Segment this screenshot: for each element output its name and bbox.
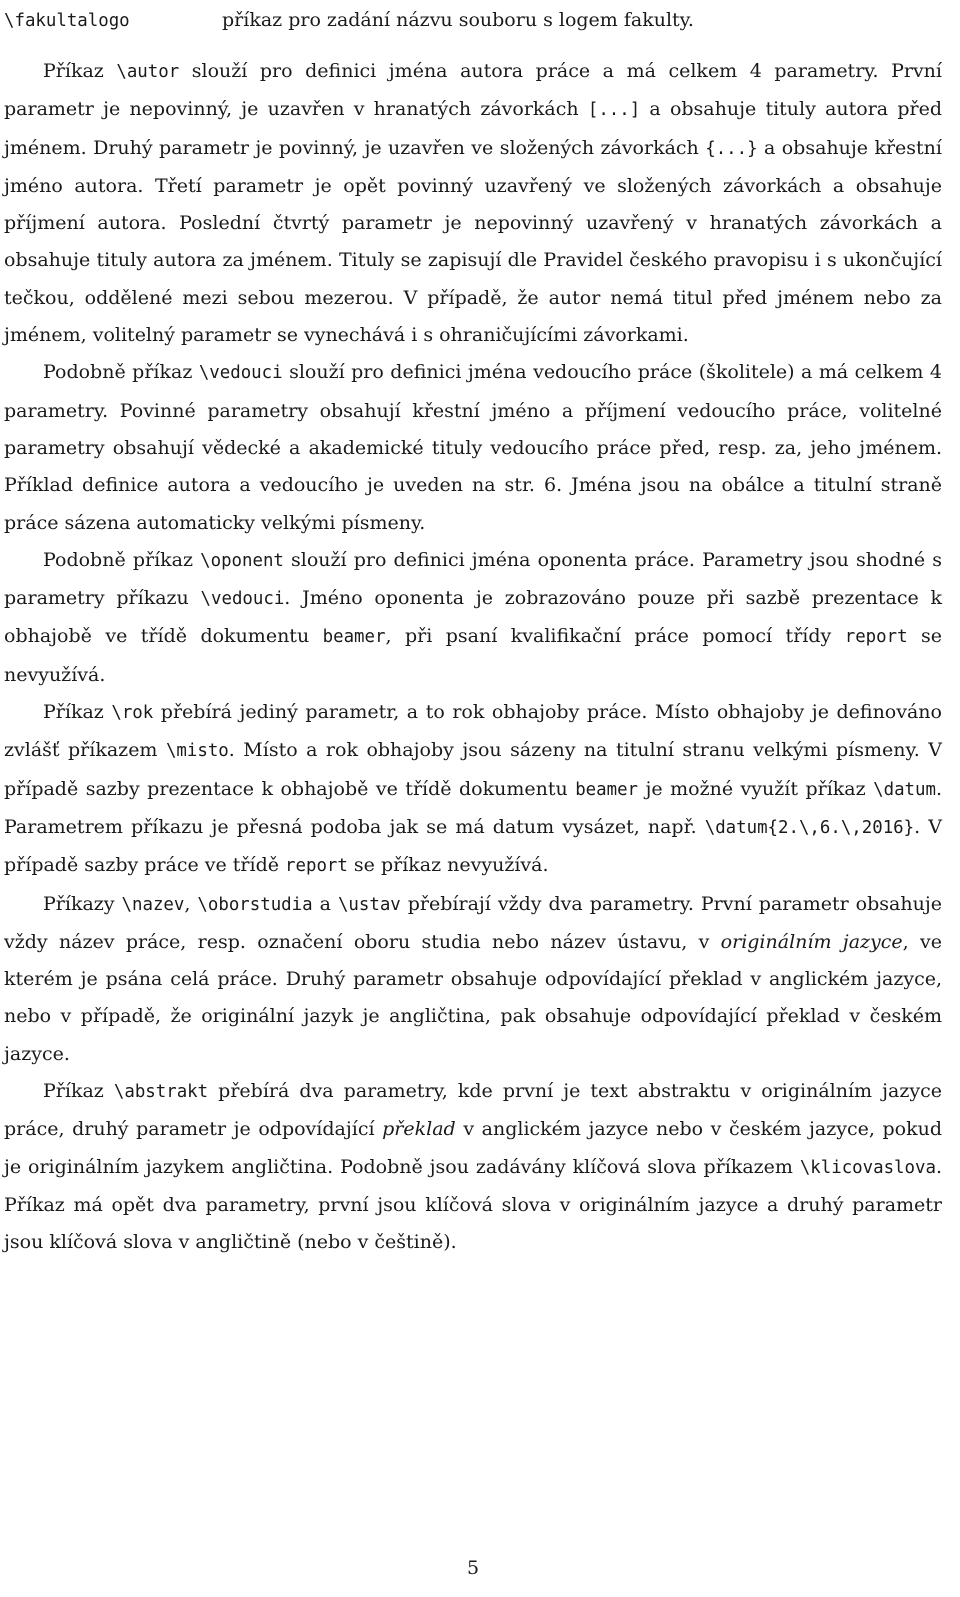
inline-code: {...}	[705, 138, 758, 159]
text-run: Příkazy	[43, 892, 122, 915]
text-run: . Příkaz má opět dva parametry, první jsou klíčová slova v originálním jazyce a druhý parametr jsou klíčová slova v angličtině (nebo v češtině).	[4, 1155, 942, 1254]
text-run: slouží pro definici jména oponenta práce. Parametry jsou shodné s parametry příkazu	[4, 548, 942, 610]
inline-code: \klicovaslova	[799, 1157, 936, 1178]
text-run: se příkaz nevyužívá.	[347, 854, 549, 877]
inline-code: beamer	[322, 627, 386, 648]
text-run: . Parametrem příkazu je přesná podoba jak se má datum vysázet, např.	[4, 777, 942, 838]
emphasis: překlad	[382, 1118, 456, 1141]
inline-code: report	[844, 627, 908, 648]
paragraph-oponent	[4, 542, 942, 694]
command-entry-fakultalogo	[4, 0, 942, 40]
inline-code: \vedouci	[200, 589, 285, 610]
paragraph-abstrakt	[4, 1073, 942, 1261]
text-run: Podobně příkaz	[43, 361, 199, 384]
paragraph-vedouci	[4, 354, 942, 541]
text-run: přebírá jediný parametr, a to rok obhajoby práce. Místo obhajoby je definováno zvlášť příkazem	[4, 701, 942, 762]
inline-code: \misto	[165, 741, 229, 762]
inline-code: report	[285, 856, 348, 877]
text-run: ,	[184, 892, 198, 915]
text-run: přebírají vždy dva parametry. První parametr obsahuje vždy název práce, resp. označení oboru studia nebo název ústavu, v	[4, 892, 942, 953]
inline-code: \nazev	[121, 894, 185, 915]
text-run: . Místo a rok obhajoby jsou sázeny na titulní stranu velkými písmeny. V případě sazby prezentace k obhajobě ve třídě dokumentu	[4, 739, 942, 800]
text-run: , ve kterém je psána celá práce. Druhý parametr obsahuje odpovídající překlad v anglickém jazyce, nebo v případě, že originální jazyk je angličtina, pak obsahuje odpovídající překlad v českém jazyce.	[4, 930, 943, 1065]
emphasis: originálním jazyce	[720, 930, 903, 953]
inline-code: \oponent	[200, 550, 284, 571]
text-run: Příkaz	[43, 1080, 114, 1103]
text-run: je možné využít příkaz	[638, 777, 874, 800]
text-run: slouží pro definici jména vedoucího práce (školitele) a má celkem 4 parametry. Povinné parametry obsahují křestní jméno a příjmení vedoucího práce, volitelné parametry obsahují vědecké a akademické tituly vedoucího práce před, resp. za, jeho jménem. Příklad definice autora a vedoucího je uveden na str. 6. Jména jsou na obálce a titulní straně práce sázena automaticky velkými písmeny.	[4, 361, 942, 534]
body-text	[4, 53, 942, 1262]
text-run: Příkaz	[43, 60, 117, 82]
paragraph-rok	[4, 694, 942, 885]
text-run: . V případě sazby práce ve třídě	[4, 815, 942, 877]
text-run: a obsahuje křestní jméno autora. Třetí parametr je opět povinný uzavřený ve složených závorkách a obsahuje příjmení autora. Poslední čtvrtý parametr je nepovinný uzavřený v hranatých závorkách a obsahuje tituly autora za jménem. Tituly se zapisují dle Pravidel českého pravopisu i s ukončující tečkou, oddělené mezi sebou mezerou. V případě, že autor nemá titul před jménem nebo za jménem, volitelný parametr se vynechává i s ohraničujícími závorkami.	[4, 136, 942, 347]
inline-code: \autor	[116, 62, 180, 82]
text-run: a	[312, 892, 338, 915]
text-run: a obsahuje tituly autora před jménem. Druhý parametr je povinný, je uzavřen ve složených závorkách	[4, 98, 942, 159]
paragraph-nazev	[4, 886, 942, 1073]
inline-code: \datum{2.\,6.\,2016}	[704, 817, 915, 838]
text-run: . Jméno oponenta je zobrazováno pouze při sazbě prezentace k obhajobě ve třídě dokumentu	[4, 587, 942, 648]
command-description: příkaz pro zadání názvu souboru s logem fakulty.	[222, 9, 694, 31]
inline-code: \datum	[873, 779, 936, 800]
inline-code: \vedouci	[198, 363, 283, 384]
inline-code: \abstrakt	[113, 1082, 209, 1103]
text-run: Podobně příkaz	[43, 548, 201, 571]
inline-code: \rok	[111, 703, 154, 724]
page-number: 5	[466, 1557, 480, 1579]
inline-code: [...]	[587, 100, 641, 121]
text-run: slouží pro definici jména autora práce a má celkem 4 parametry. První parametr je nepovinný, je uzavřen v hranatých závorkách	[4, 60, 942, 121]
text-run: v anglickém jazyce nebo v českém jazyce, pokud je originálním jazykem angličtina. Podobně jsou zadávány klíčová slova příkazem	[4, 1118, 942, 1178]
text-run: Příkaz	[43, 701, 112, 724]
text-run: , při psaní kvalifikační práce pomocí třídy	[385, 625, 845, 648]
inline-code: \ustav	[337, 894, 401, 915]
text-run: přebírá dva parametry, kde první je text abstraktu v originálním jazyce práce, druhý parametr je odpovídající	[4, 1080, 942, 1141]
command-name: \fakultalogo	[4, 11, 130, 31]
text-run: se nevyužívá.	[4, 625, 942, 686]
document-page	[4, 0, 942, 1262]
inline-code: beamer	[575, 779, 639, 800]
inline-code: \oborstudia	[197, 894, 313, 915]
paragraph-autor	[4, 53, 942, 354]
